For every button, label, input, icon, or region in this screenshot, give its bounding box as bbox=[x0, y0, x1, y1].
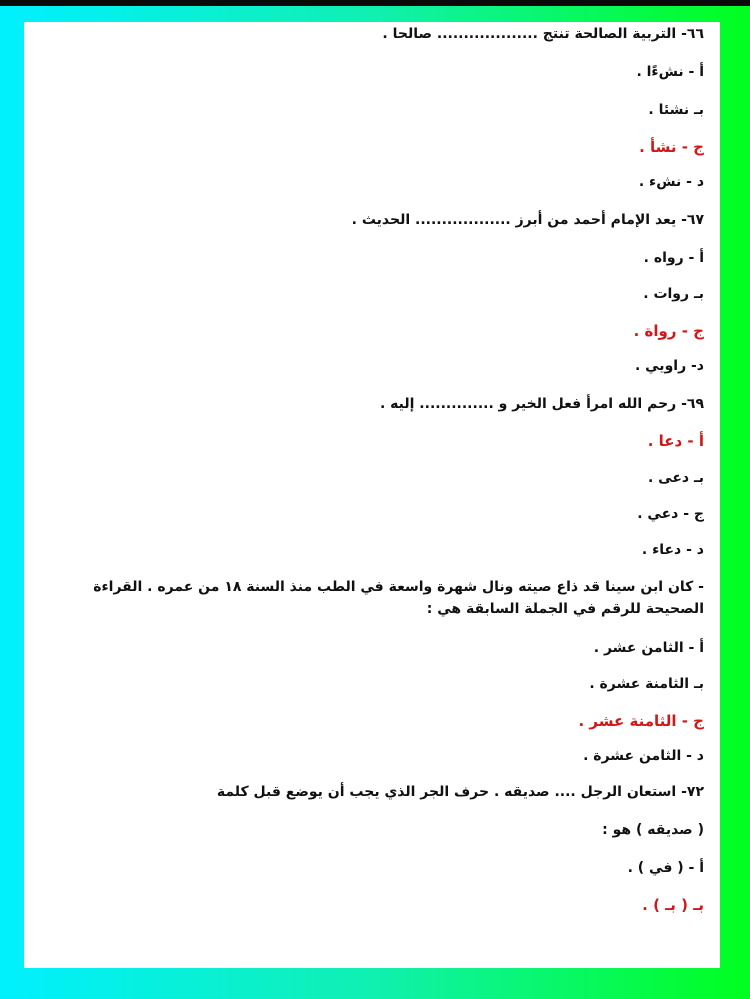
option-a: أ - الثامن عشر . bbox=[593, 640, 704, 656]
option-c-correct: ج - الثامنة عشر . bbox=[578, 712, 704, 730]
option-d: د- راويي . bbox=[634, 358, 704, 374]
question-72-continued: ( صديقه ) هو : bbox=[602, 822, 704, 838]
option-b: بـ الثامنة عشرة . bbox=[589, 676, 704, 692]
question-ibn-sina: - كان ابن سينا قد ذاع صيته ونال شهرة واسعة في الطب منذ السنة ١٨ من عمره . القراءة الصحيحة للرقم في الجملة السابقة هي : bbox=[93, 579, 704, 617]
option-a: أ - نشءًا . bbox=[636, 64, 704, 80]
option-d: د - نشء . bbox=[638, 174, 704, 190]
question-66: ٦٦- التربية الصالحة تنتج ................... صالحا . bbox=[382, 26, 704, 42]
option-c-correct: ج - نشأ . bbox=[639, 138, 704, 156]
option-b: بـ دعى . bbox=[647, 470, 704, 486]
question-69: ٦٩- رحم الله امرأ فعل الخير و .............. إليه . bbox=[379, 396, 704, 412]
option-c: ج - دعي . bbox=[637, 506, 704, 522]
option-c-correct: ج - رواة . bbox=[633, 322, 704, 340]
option-b-correct: بـ ( بـ ) . bbox=[642, 896, 704, 914]
question-72: ٧٢- استعان الرجل .... صديقه . حرف الجر الذي يجب أن يوضع قبل كلمة bbox=[216, 784, 704, 800]
document-page bbox=[24, 22, 720, 968]
option-a: أ - رواه . bbox=[643, 250, 704, 266]
option-a-correct: أ - دعا . bbox=[647, 432, 704, 450]
option-b: بـ نشئا . bbox=[648, 102, 704, 118]
option-a: أ - ( في ) . bbox=[627, 860, 704, 876]
status-bar bbox=[0, 0, 750, 6]
option-d: د - الثامن عشرة . bbox=[583, 748, 704, 764]
option-d: د - دعاء . bbox=[641, 542, 704, 558]
option-b: بـ روات . bbox=[643, 286, 704, 302]
question-67: ٦٧- يعد الإمام أحمد من أبرز .................. الحديث . bbox=[351, 212, 704, 228]
